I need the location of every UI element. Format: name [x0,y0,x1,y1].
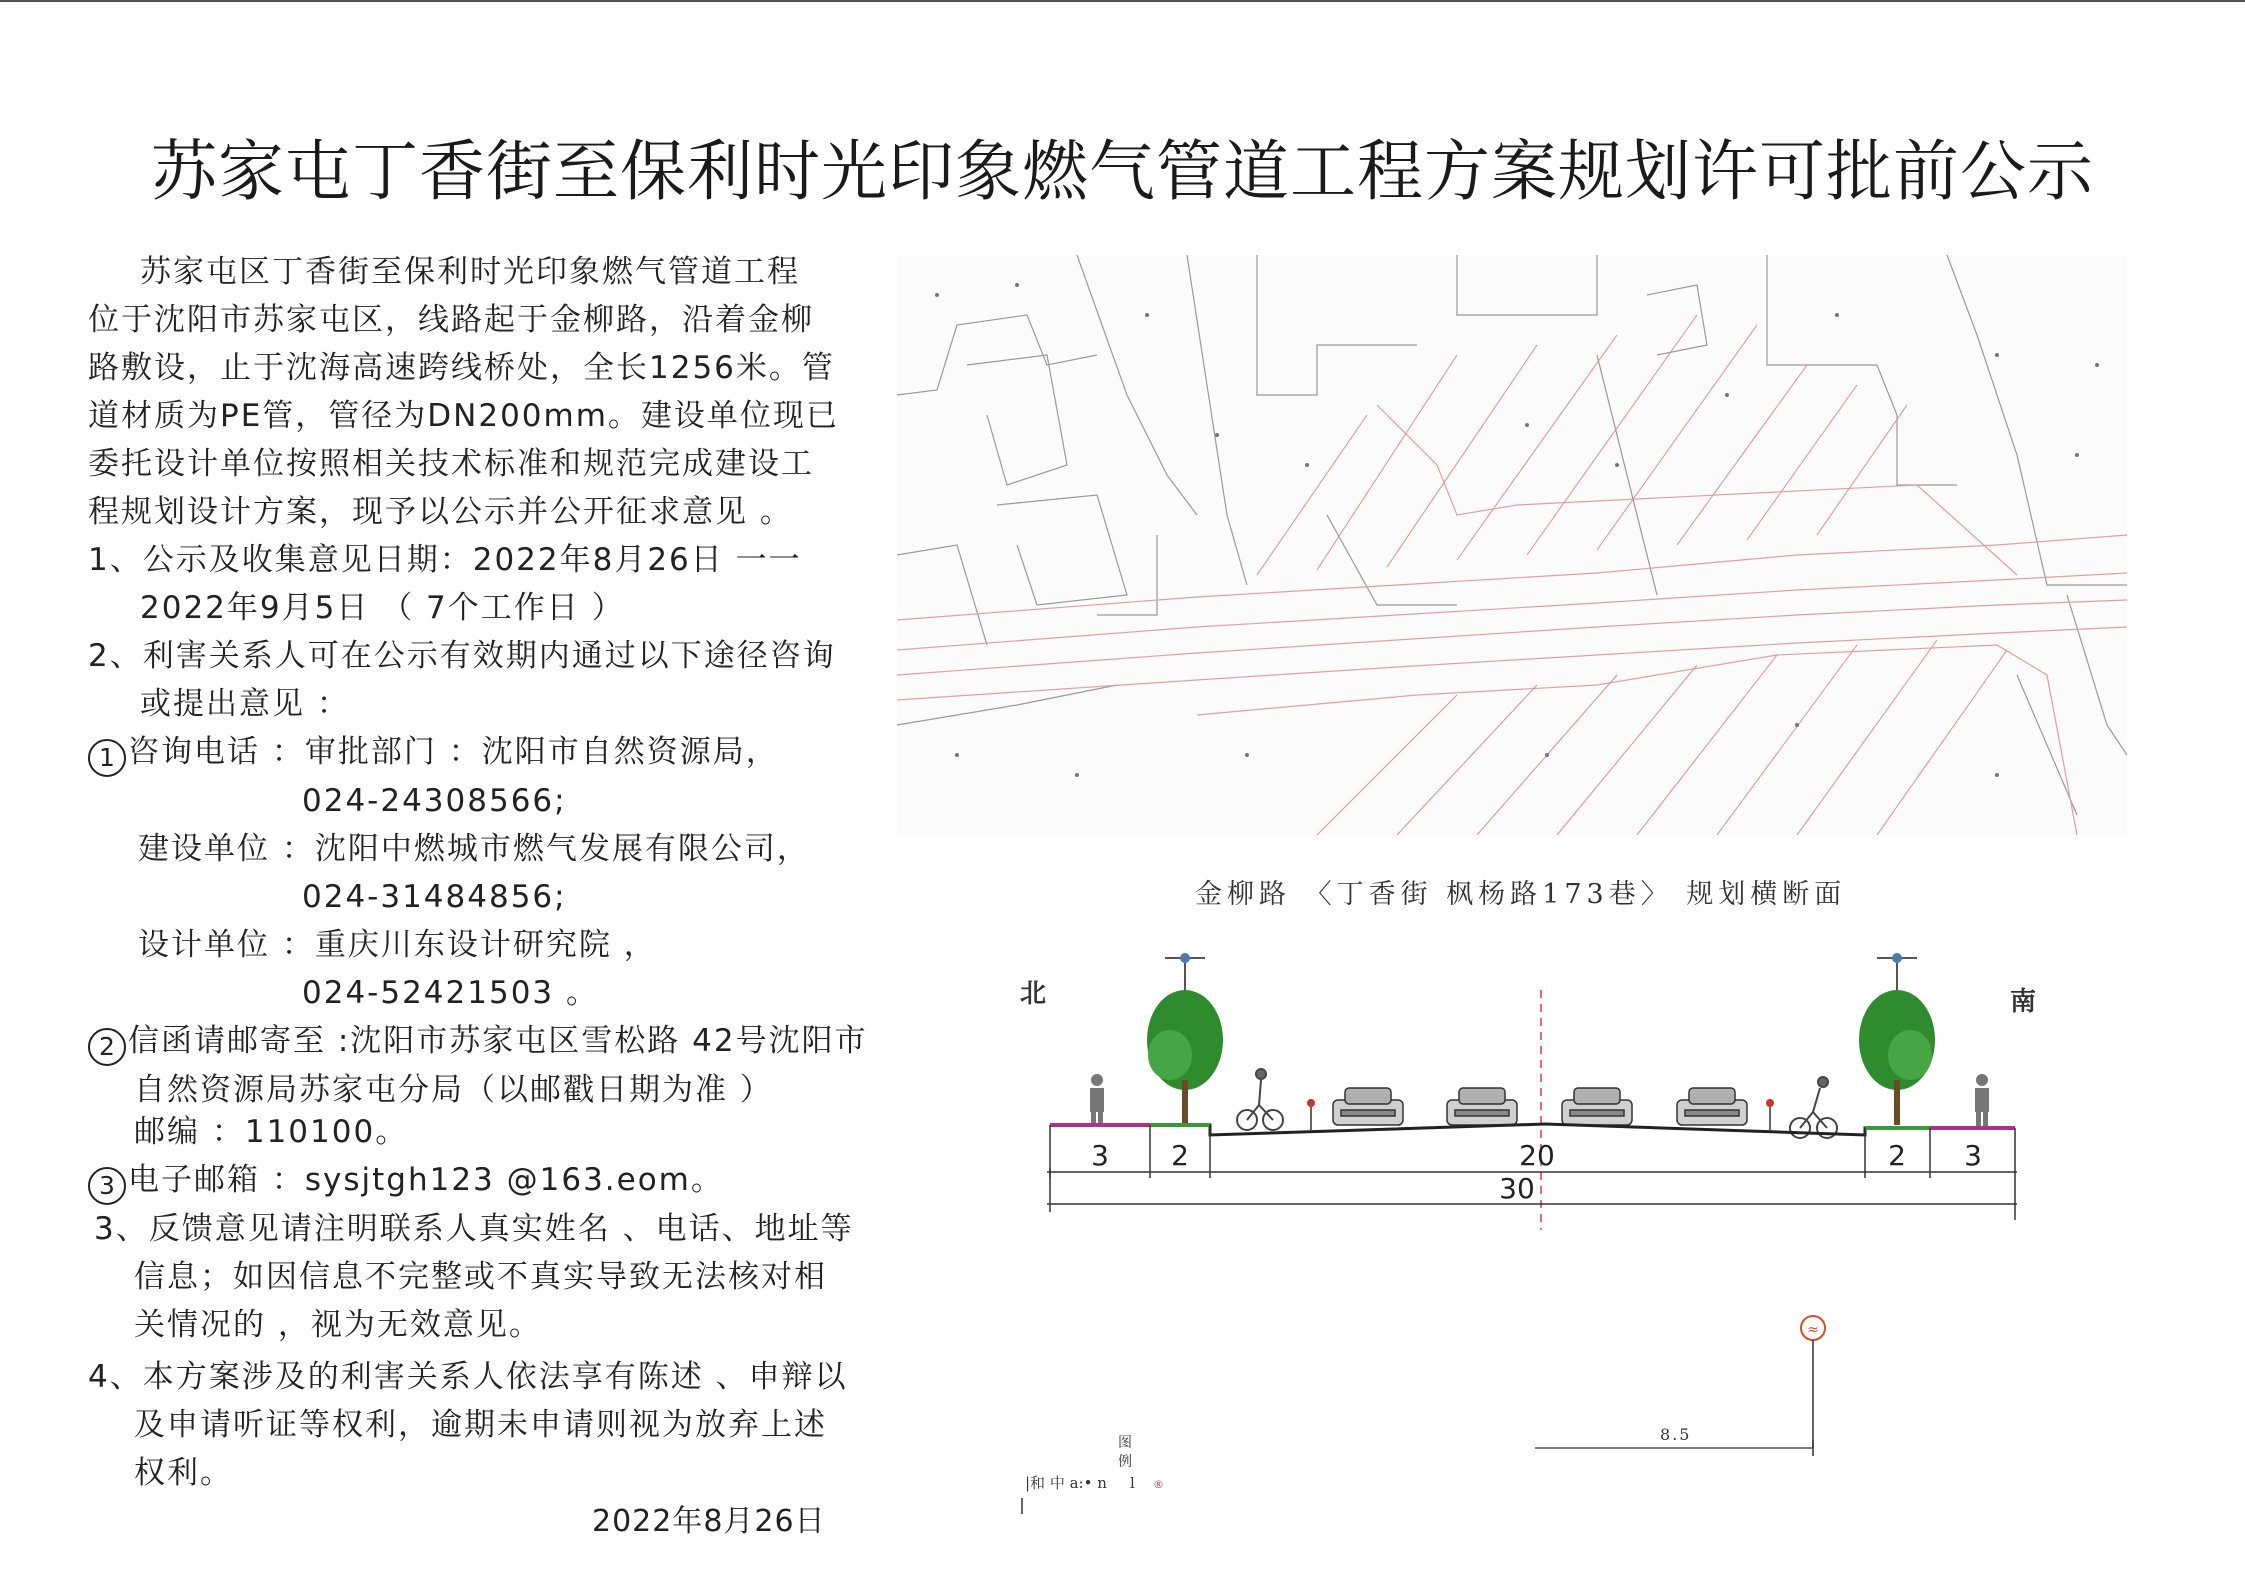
car-icon-4 [1677,1088,1747,1125]
tree-right [1859,990,1935,1125]
builder-line: 建设单位 ：沈阳中燃城市燃气发展有限公司， [138,831,810,867]
car-icon-2 [1447,1088,1517,1125]
width-total: 30 [1499,1172,1535,1205]
legend-label-bottom: 例 [1118,1454,1132,1470]
phone-designer: 024-52421503 。 [302,975,599,1011]
north-label: 北 [1020,979,1047,1009]
bicycle-left-icon [1237,1069,1283,1130]
car-icon-3 [1562,1088,1632,1125]
item-1-date: 1、公示及收集意见日期：2022年8月26日 一一 [88,542,802,578]
postcode: 邮编 ：110100。 [134,1114,409,1150]
width-sidewalk-north: 3 [1091,1139,1109,1172]
phone-label: 咨询电话 ：审批部门 ：沈阳市自然资源局， [128,734,779,770]
item-4-cont: 及申请听证等权利，逾期未申请则视为放弃上述 [134,1407,827,1443]
intro-line: 程规划设计方案，现予以公示并公开征求意见 。 [88,494,793,530]
legend-dimension: 8.5 [1660,1425,1692,1444]
car-icon-1 [1333,1088,1403,1125]
pedestrian-left-icon [1090,1074,1104,1126]
pedestrian-right-icon [1975,1074,1989,1126]
email-address: 电子邮箱 ：sysjtgh123 @163.eom。 [128,1162,724,1198]
item-3: 3、反馈意见请注明联系人真实姓名 、电话、地址等 [94,1211,854,1247]
cross-section-title: 金柳路 〈丁香街 枫杨路173巷〉 规划横断面 [1195,879,1847,910]
circled-number-1: 1 [88,739,126,777]
road-cross-section [1005,940,2085,1240]
mail-address: 信函请邮寄至 :沈阳市苏家屯区雪松路 42号沈阳市 [128,1023,868,1059]
bollard-left-icon [1307,1099,1315,1130]
mail-line [88,1017,888,1066]
contact-phone-line [88,728,888,777]
mail-address-cont: 自然资源局苏家屯分局（以邮戳日期为准 ） [134,1072,773,1108]
tree-left [1147,990,1223,1125]
intro-line: 苏家屯区丁香街至保利时光印象燃气管道工程 [140,254,800,290]
legend-label-top: 图 [1118,1435,1132,1451]
south-label: 南 [2010,987,2037,1017]
intro-line: 道材质为PE管，管径为DN200mm。建设单位现已 [88,398,839,434]
legend-caption: |和 中 a:• n [1025,1474,1107,1492]
email-line [88,1156,888,1205]
item-1-date-end: 2022年9月5日 （ 7个工作日 ） [140,590,625,626]
top-border-line [0,0,2245,2]
page-title: 苏家屯丁香街至保利时光印象燃气管道工程方案规划许可批前公示 [151,133,2094,210]
item-4-cont: 权利。 [134,1455,233,1491]
site-plan-map [897,255,2127,835]
phone-builder: 024-31484856; [302,879,567,915]
width-green-north: 2 [1171,1139,1189,1172]
item-3-cont: 信息；如因信息不完整或不真实导致无法核对相 [134,1259,827,1295]
svg-text:≈: ≈ [1807,1322,1819,1338]
phone-approval: 024-24308566; [302,783,567,819]
notice-body [88,248,888,1497]
circled-number-2: 2 [88,1028,126,1066]
intro-line: 路敷设，止于沈海高速跨线桥处，全长1256米。管 [88,350,835,386]
width-green-south: 2 [1888,1139,1906,1172]
item-4: 4、本方案涉及的利害关系人依法享有陈述 、申辩以 [88,1359,848,1395]
notice-date: 2022年8月26日 [592,1504,826,1539]
legend-area [1000,1300,1880,1530]
item-2: 2、利害关系人可在公示有效期内通过以下途径咨询 [88,638,836,674]
width-sidewalk-south: 3 [1964,1139,1982,1172]
intro-line: 位于沈阳市苏家屯区，线路起于金柳路，沿着金柳 [88,302,814,338]
bicycle-right-icon [1790,1077,1837,1138]
legend-caption-end: l [1130,1474,1135,1492]
item-3-cont: 关情况的 ，视为无效意见。 [134,1307,542,1343]
item-2-cont: 或提出意见 ： [140,686,350,722]
designer-line: 设计单位 ：重庆川东设计研究院 ， [138,927,657,963]
legend-mark: ® [1153,1478,1164,1491]
intro-line: 委托设计单位按照相关技术标准和规范完成建设工 [88,446,814,482]
bollard-right-icon [1766,1099,1774,1130]
width-carriageway: 20 [1519,1139,1555,1172]
circled-number-3: 3 [88,1167,126,1205]
